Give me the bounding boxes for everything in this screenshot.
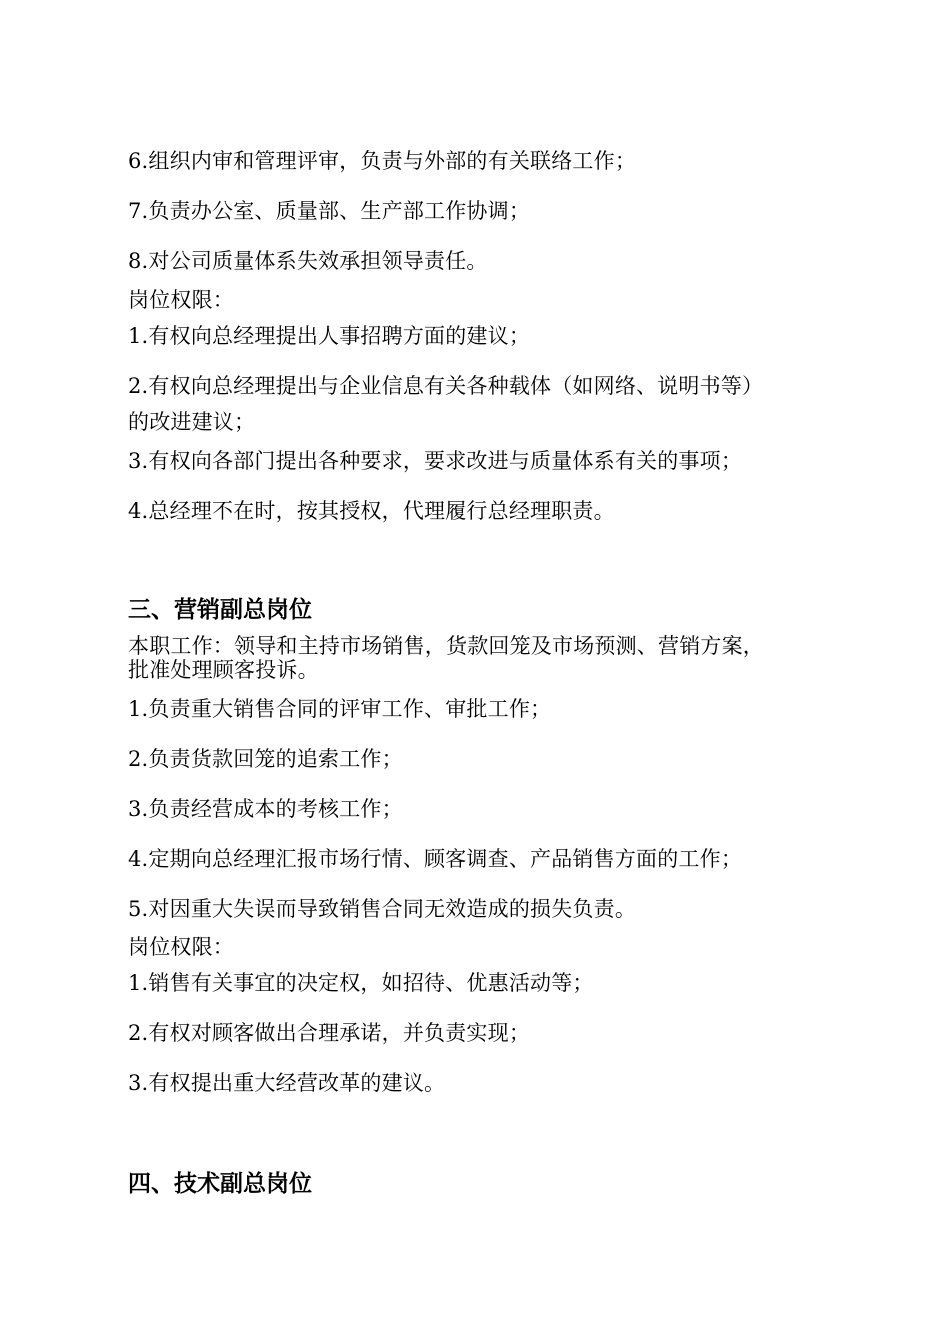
authority-item: 4.总经理不在时，按其授权，代理履行总经理职责。 [128,499,615,523]
duty-item: 8.对公司质量体系失效承担领导责任。 [128,249,488,273]
authority-label: 岗位权限： [128,288,234,312]
authority-item: 3.有权提出重大经营改革的建议。 [128,1071,446,1095]
authority-item-continuation: 的改进建议； [128,410,256,434]
duty-item: 6.组织内审和管理评审，负责与外部的有关联络工作； [128,149,637,173]
section-intro: 本职工作：领导和主持市场销售，货款回笼及市场预测、营销方案， [128,634,764,658]
section-heading: 四、技术副总岗位 [128,1171,312,1197]
duty-item: 7.负责办公室、质量部、生产部工作协调； [128,199,531,223]
authority-item: 1.有权向总经理提出人事招聘方面的建议； [128,324,531,348]
duty-item: 3.负责经营成本的考核工作； [128,797,403,821]
authority-item: 2.有权对顾客做出合理承诺，并负责实现； [128,1021,531,1045]
duty-item: 2.负责货款回笼的追索工作； [128,747,403,771]
duty-item: 1.负责重大销售合同的评审工作、审批工作； [128,697,552,721]
authority-item: 1.销售有关事宜的决定权，如招待、优惠活动等； [128,971,594,995]
duty-item: 5.对因重大失误而导致销售合同无效造成的损失负责。 [128,897,637,921]
section-intro-continuation: 批准处理顾客投诉。 [128,658,319,682]
authority-item: 2.有权向总经理提出与企业信息有关各种载体（如网络、说明书等） [128,374,764,398]
duty-item: 4.定期向总经理汇报市场行情、顾客调查、产品销售方面的工作； [128,847,743,871]
authority-label: 岗位权限： [128,935,234,959]
section-heading: 三、营销副总岗位 [128,597,312,623]
authority-item: 3.有权向各部门提出各种要求，要求改进与质量体系有关的事项； [128,449,743,473]
